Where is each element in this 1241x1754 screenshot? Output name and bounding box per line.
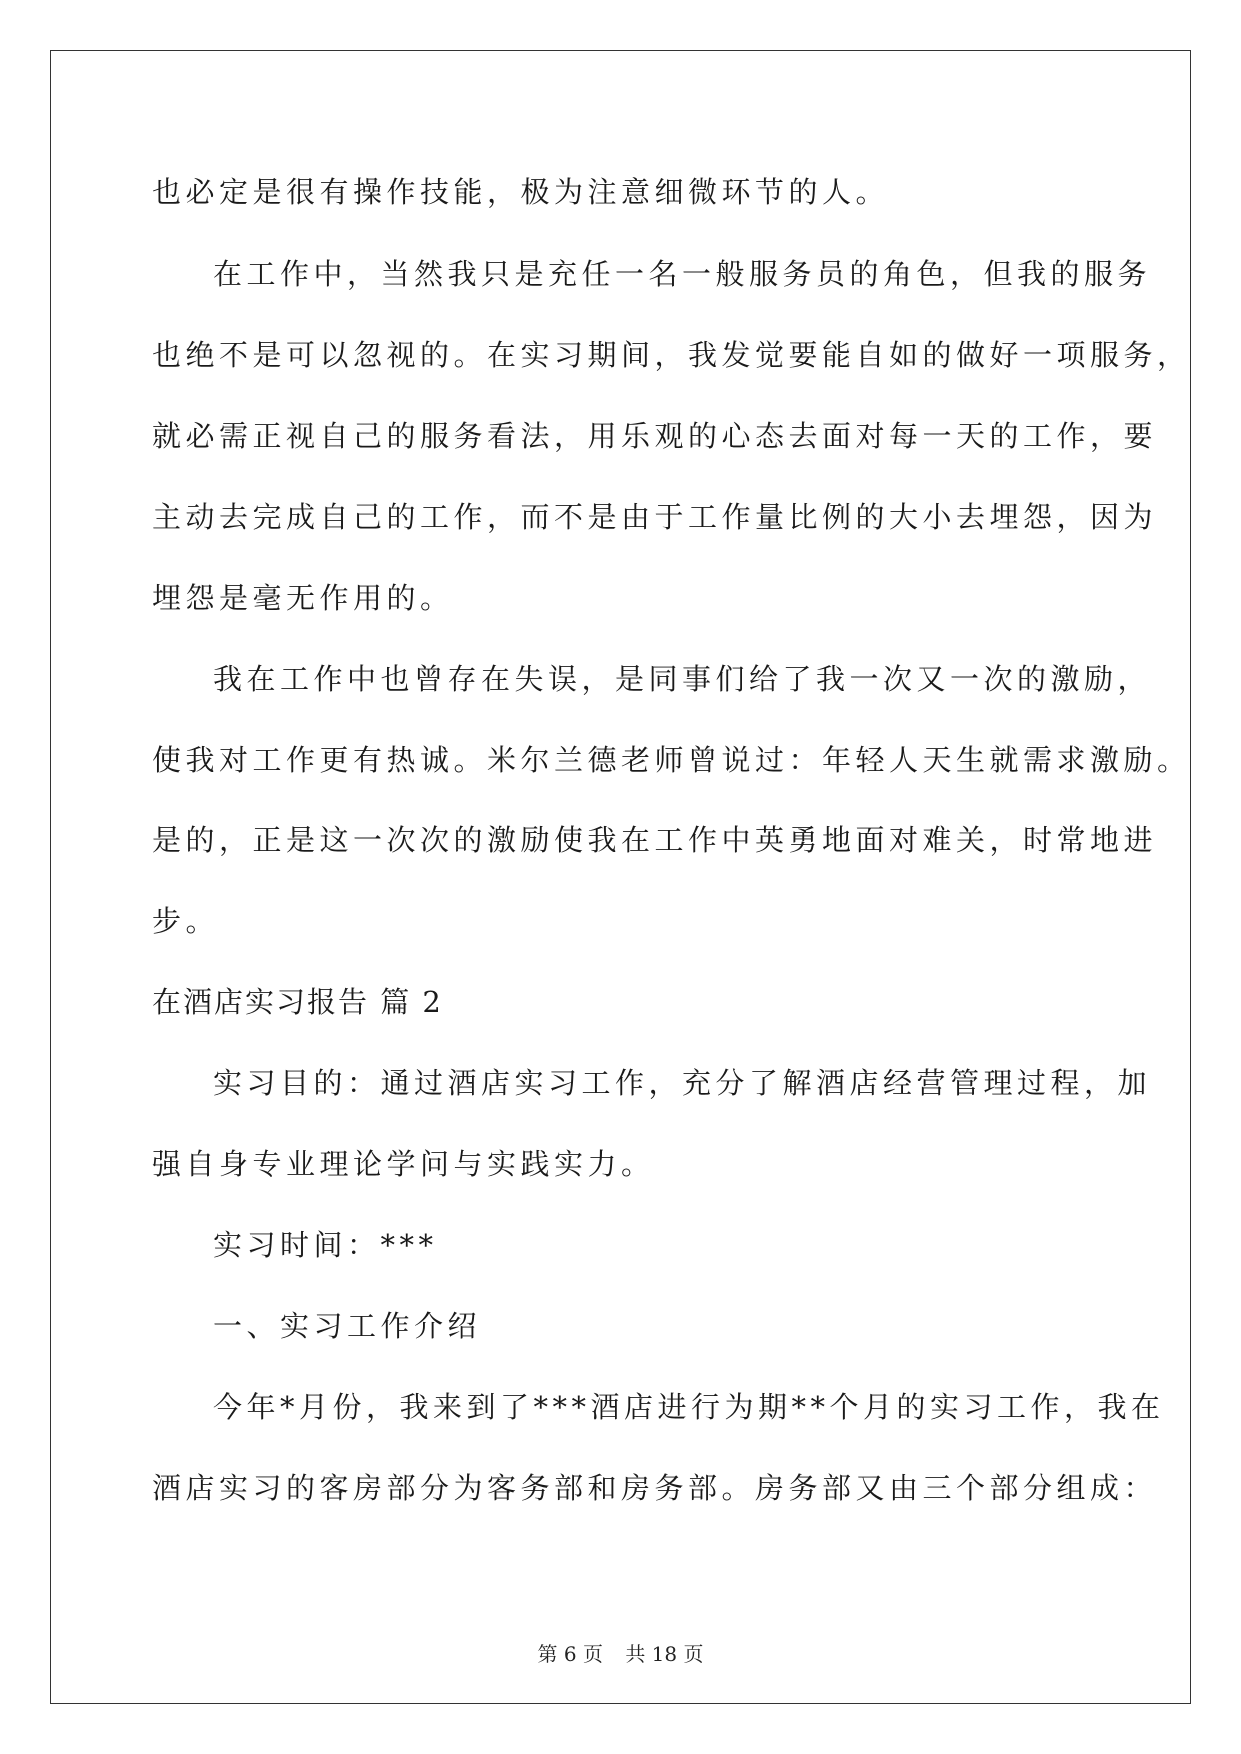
- body-line: 也必定是很有操作技能，极为注意细微环节的人。: [152, 175, 890, 209]
- body-line: 埋怨是毫无作用的。: [152, 581, 454, 615]
- body-line: 强自身专业理论学问与实践实力。: [152, 1147, 655, 1181]
- body-line: 酒店实习的客房部分为客务部和房务部。房务部又由三个部分组成：: [152, 1471, 1158, 1505]
- page-footer: [0, 1640, 1241, 1668]
- section-heading: 在酒店实习报告 篇 2: [152, 985, 443, 1019]
- total-pages: 共 18 页: [625, 1642, 704, 1666]
- page-border: [50, 50, 1191, 1704]
- body-line: 是的，正是这一次次的激励使我在工作中英勇地面对难关，时常地进: [152, 823, 1158, 857]
- body-line: 使我对工作更有热诚。米尔兰德老师曾说过：年轻人天生就需求激励。: [152, 743, 1191, 777]
- body-line: 主动去完成自己的工作，而不是由于工作量比例的大小去埋怨，因为: [152, 500, 1158, 534]
- body-line: 实习时间：***: [213, 1228, 438, 1262]
- body-line: 在工作中，当然我只是充任一名一般服务员的角色，但我的服务: [213, 257, 1152, 291]
- body-line: 我在工作中也曾存在失误，是同事们给了我一次又一次的激励，: [213, 662, 1152, 696]
- body-line: 实习目的：通过酒店实习工作，充分了解酒店经营管理过程，加: [213, 1066, 1152, 1100]
- body-line: 今年*月份，我来到了***酒店进行为期**个月的实习工作，我在: [213, 1390, 1165, 1424]
- body-line: 也绝不是可以忽视的。在实习期间，我发觉要能自如的做好一项服务，: [152, 338, 1191, 372]
- body-line: 就必需正视自己的服务看法，用乐观的心态去面对每一天的工作，要: [152, 419, 1158, 453]
- body-line: 一、实习工作介绍: [213, 1309, 482, 1343]
- body-line: 步。: [152, 904, 220, 938]
- page-number: 第 6 页: [537, 1642, 603, 1666]
